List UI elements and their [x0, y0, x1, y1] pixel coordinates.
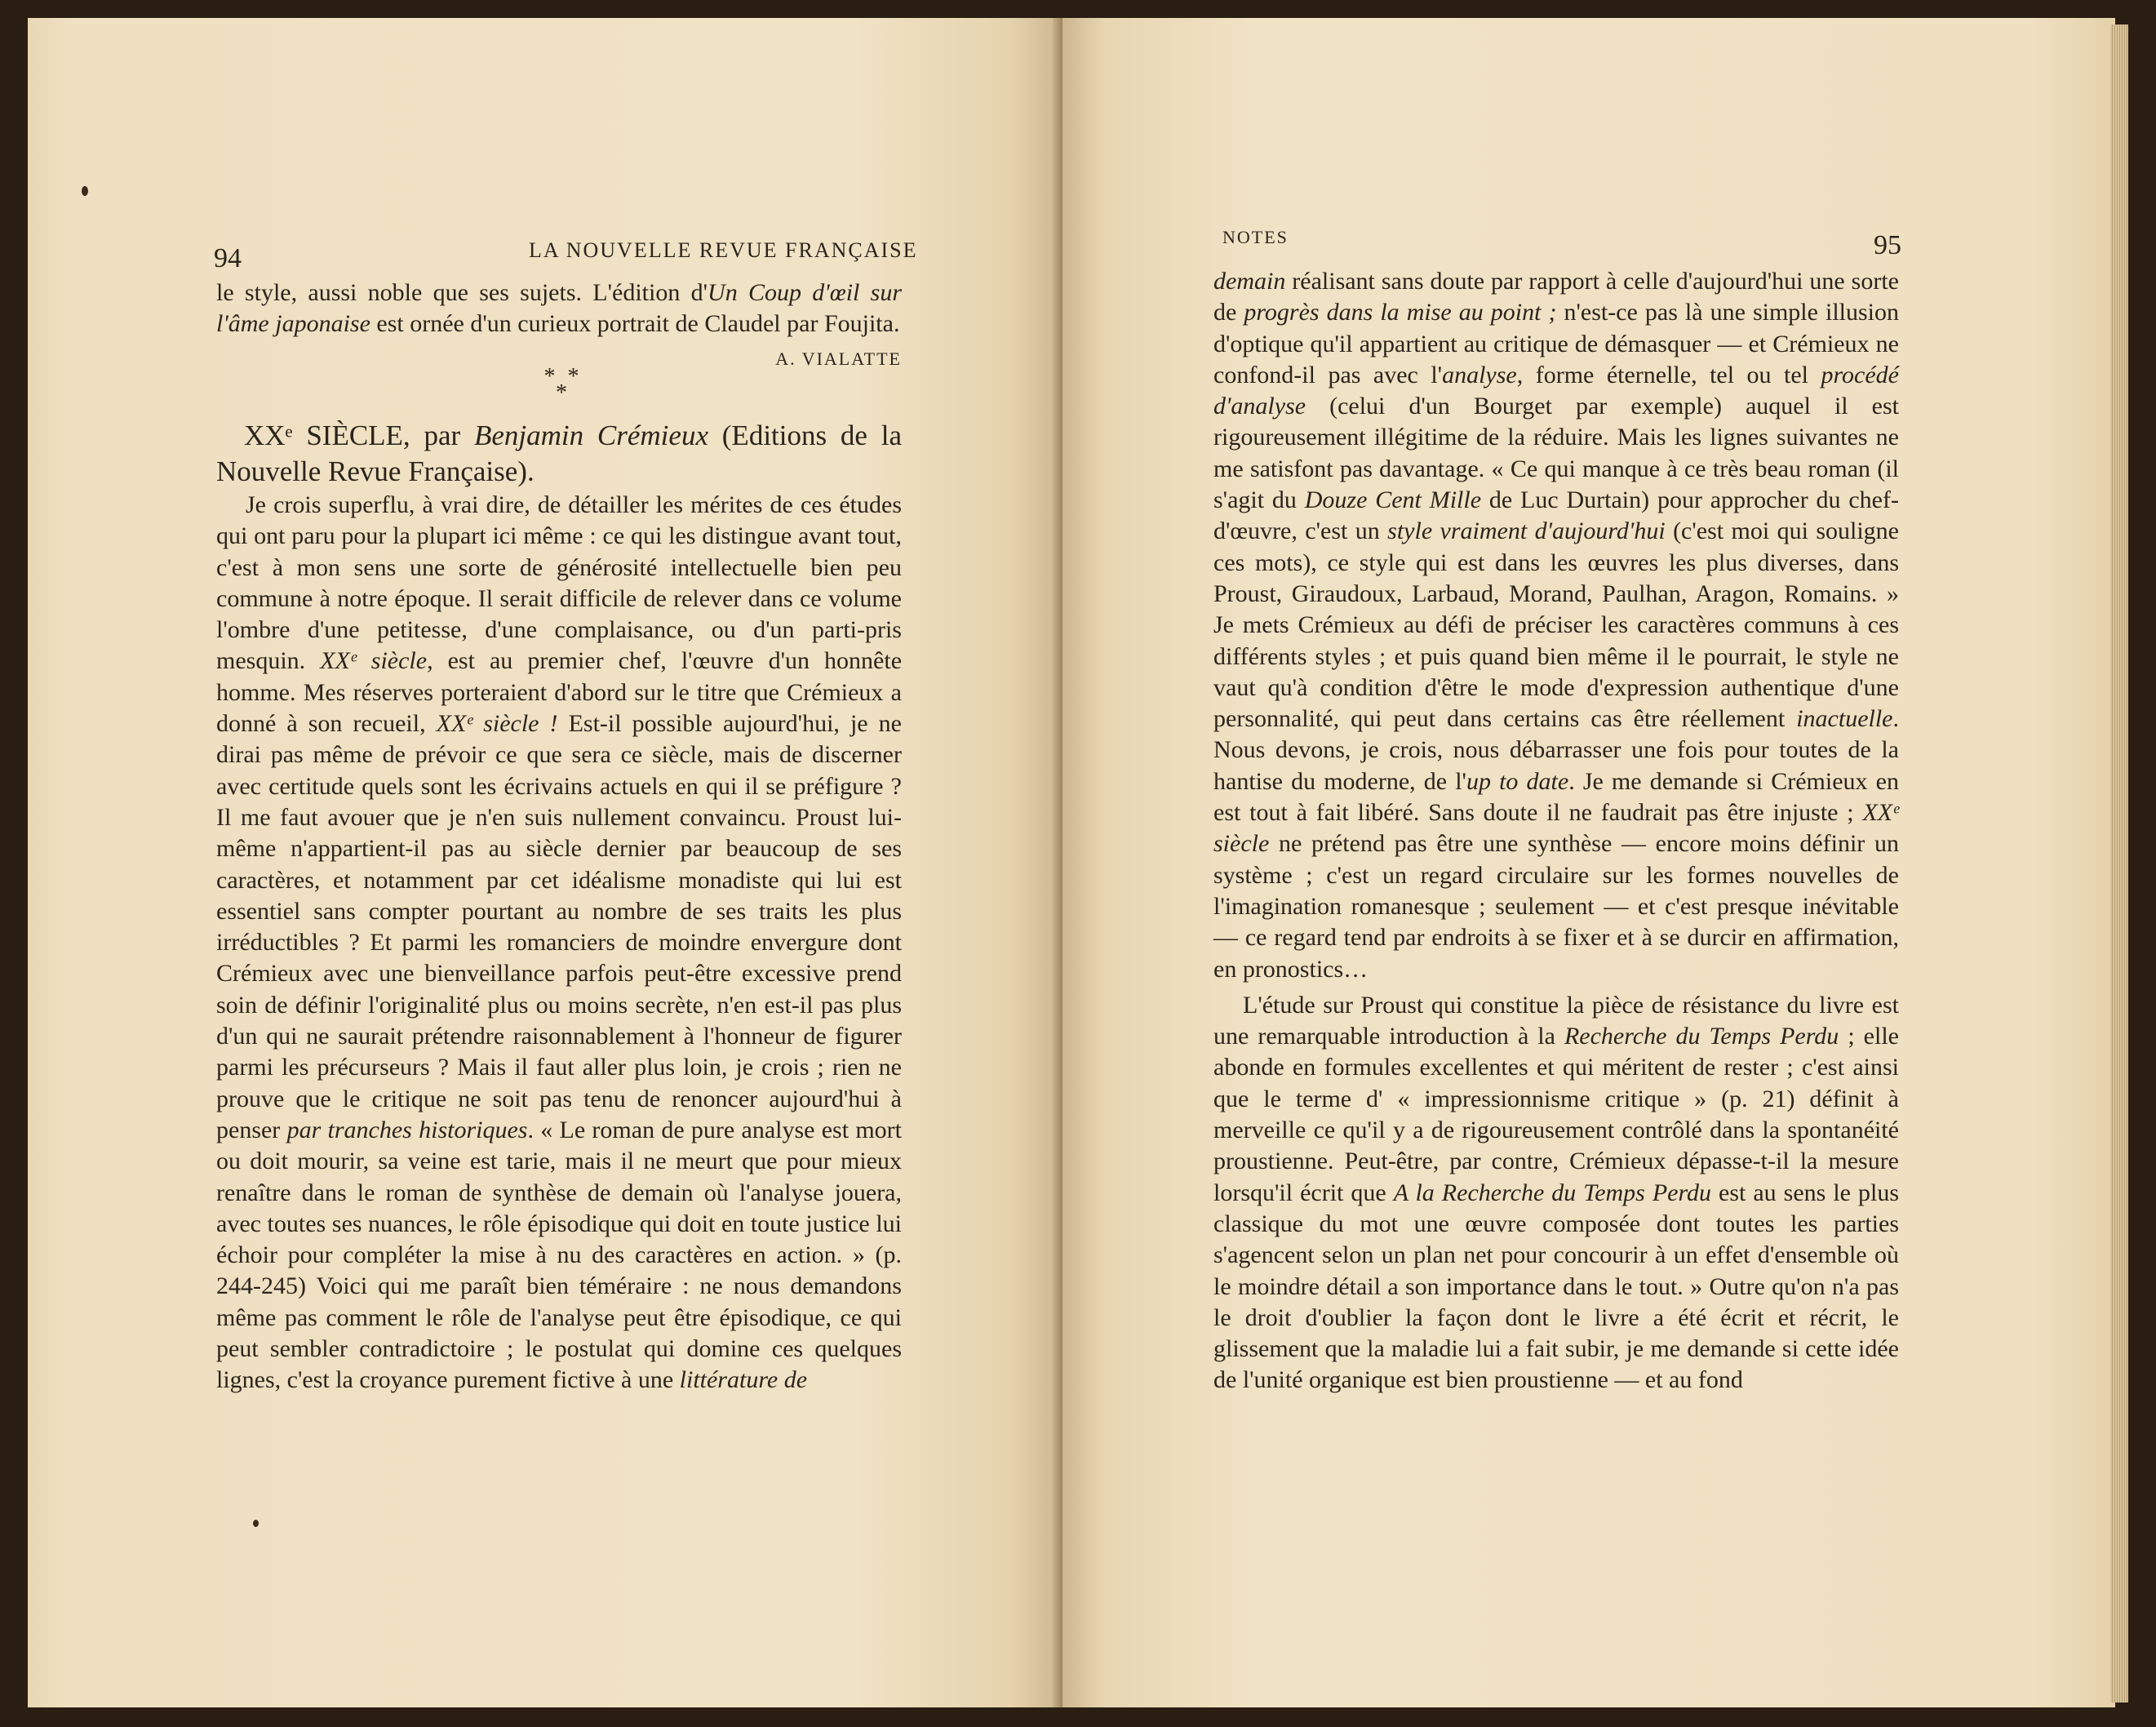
text-run: . Nous devons, je crois, nous débarrasser une fois pour toutes de la hantise du moderne, de l' [1213, 705, 1899, 795]
page-edges [2110, 24, 2128, 1703]
italic-run: A la Recherche du Temps Perdu [1393, 1179, 1712, 1206]
italic-run: Recherche du Temps Perdu [1564, 1023, 1839, 1050]
italic-run: style vraiment d'aujourd'hui [1387, 517, 1666, 545]
italic-run: par tranches historiques [286, 1116, 528, 1143]
text-run: L'étude sur Proust qui constitue la pièce de résistance du livre est une remarquable introduction à la [1213, 991, 1899, 1050]
right-folio: 95 [1874, 230, 1901, 260]
review-author: Benjamin Crémieux [473, 420, 708, 451]
text-run: réalisant sans doute par rapport à celle d'aujourd'hui une sorte de [1213, 268, 1899, 326]
text-run: . « Le roman de pure analyse est mort ou doit mourir, sa veine est tarie, mais il ne meurt que pour mieux renaître dans le roman de synthèse de demain où l'analyse jouera, avec toutes ses nuances, le rôle épisodique qui doit en toute justice lui échoir pour compléter la mise à nu des caractères en action. » (p. 244-245) Voici qui me paraît bien téméraire : ne nous demandons même pas comment le rôle de l'analyse peut être épisodique, ce qui peut sembler contradictoire ; le postulat qui domine ces quelques lignes, c'est la croyance purement fictive à une [216, 1116, 903, 1394]
italic-run: procédé d'analyse [1213, 361, 1899, 420]
italic-run: demain [1213, 268, 1286, 295]
review-heading [216, 418, 902, 490]
text-run: (celui d'un Bourget par exemple) auquel il est rigoureusement illégitime de la réduire. Mais les lignes suivantes ne me satisfont pas davantage. « Ce qui manque à ce très beau roman (il s'agit du [1213, 393, 1899, 514]
left-folio: 94 [214, 243, 242, 273]
text-run: , est au premier chef, l'œuvre d'un honnête homme. Mes réserves porteraient d'abord sur le titre que Crémieux a donné à son recueil, [216, 647, 903, 738]
text-run: Est-il possible aujourd'hui, je ne dirai pas même de prévoir ce que sera ce siècle, mais de discerner avec certitude quels sont les écrivains actuels en qui il se préfigure ? Il me faut avouer que je n'en suis nullement convaincu. Proust lui-même n'appartient-il pas au siècle dernier par beaucoup de ses caractères, et notamment par cet idéalisme monadiste qui lui est essentiel sans compter pourtant au nombre de ses traits les plus irréductibles ? Et parmi les romanciers de moindre envergure dont Crémieux avec une bienveillance parfois peut-être excessive prend soin de définir l'originalité plus ou moins secrète, n'en est-il pas plus d'un qui ne saurait prétendre raisonnablement à l'honneur de figurer parmi les précurseurs ? Mais il faut aller plus loin, je crois ; rien ne prouve que le critique ne soit pas tenu de renoncer aujourd'hui à penser [216, 710, 902, 1143]
italic-run: inactuelle [1796, 705, 1893, 733]
text-run: le style, aussi noble que ses sujets. L'édition d' [216, 279, 708, 306]
italic-run: XXᵉ siècle [320, 647, 428, 675]
left-text-block [216, 277, 902, 375]
text-run: n'est-ce pas là une simple illusion d'optique qu'il appartient au critique de démasquer — et Crémieux ne confond-il pas avec l' [1213, 299, 1899, 388]
text-run: Je crois superflu, à vrai dire, de détailler les mérites de ces études qui ont paru pour la plupart ici même : ce qui les distingue avant tout, c'est à mon sens une sorte de générosité intellectuelle bien peu commune à notre époque. Il serait difficile de relever dans ce volume l'ombre d'une petitesse, d'une complaisance, ou d'un parti-pris mesquin. [216, 491, 902, 675]
italic-run: XXᵉ siècle ! [436, 710, 558, 738]
text-run: (Editions de la Nouvelle Revue Française). [216, 420, 902, 487]
previous-review-ending [216, 277, 903, 369]
text-run: est ornée d'un curieux portrait de Claudel par Foujita. [370, 310, 900, 338]
text-run: , forme éternelle, tel ou tel [1516, 361, 1821, 388]
continued-paragraph [1213, 266, 1899, 985]
italic-run: analyse [1442, 361, 1517, 388]
proust-paragraph [1213, 990, 1899, 1396]
text-run: XXᵉ SIÈCLE, par [244, 420, 474, 451]
text-run: ; elle abonde en formules excellentes et qui méritent de rester ; c'est ainsi que le terme d' « impressionnisme critique » (p. 21) définit à merveille ce qu'il y a de rigoureusement contrôlé dans la spontanéité proustienne. Peut-être, par contre, Crémieux dépasse-t-il la mesure lorsqu'il écrit que [1213, 1023, 1899, 1206]
left-running-head: LA NOUVELLE REVUE FRANÇAISE [529, 238, 918, 262]
italic-run: up to date [1466, 767, 1569, 795]
review-signature: A. VIALATTE [775, 348, 902, 369]
italic-run: Douze Cent Mille [1304, 486, 1482, 514]
italic-run: littérature de [679, 1366, 808, 1394]
text-run: est au sens le plus classique du mot une œuvre composée dont toutes les parties s'agencent selon un plan net pour concourir à un effet d'ensemble où le moindre détail a son importance dans le tout. » Outre qu'on n'a pas le droit d'oublier la façon dont le livre a été écrit et récrit, le glissement que la maladie lui a fait subir, je me demande si cette idée de l'unité organique est bien proustienne — et au fond [1213, 1179, 1900, 1394]
italic-title: Un Coup d'œil sur l'âme japonaise [216, 279, 903, 338]
text-run: ne prétend pas être une synthèse — encore moins définir un système ; c'est un regard circulaire sur les formes nouvelles de l'imagination romanesque ; seulement — et c'est presque inévitable — ce regard tend par endroits à se fixer et à se durcir en affirmation, en pronostics… [1213, 830, 1899, 983]
left-review-block [216, 418, 902, 1396]
italic-run: progrès dans la mise au point ; [1244, 299, 1557, 326]
section-asterism: * * * [543, 364, 579, 406]
text-run: (c'est moi qui souligne ces mots), ce style qui est dans les œuvres les plus diverses, dans Proust, Giraudoux, Larbaud, Morand, Paulhan, Aragon, Romains. » Je mets Crémieux au défi de préciser les caractères communs à ces différents styles ; et puis quand bien même il le pourrait, le style ne vaut qu'à condition d'être le mode d'expression authentique d'une personnalité, qui peut dans certains cas être réellement [1213, 517, 1899, 733]
text-run: de Luc Durtain) pour approcher du chef-d'œuvre, c'est un [1213, 486, 1899, 545]
text-run: . Je me demande si Crémieux en est tout à fait libéré. Sans doute il ne faudrait pas être injuste ; [1213, 767, 1899, 827]
ink-spot [253, 1520, 259, 1527]
right-text-block [1213, 266, 1899, 1396]
right-running-head: NOTES [1222, 227, 1289, 247]
italic-run: XXᵉ siècle [1213, 799, 1899, 858]
ink-spot [82, 186, 88, 196]
review-paragraph [216, 490, 902, 1396]
